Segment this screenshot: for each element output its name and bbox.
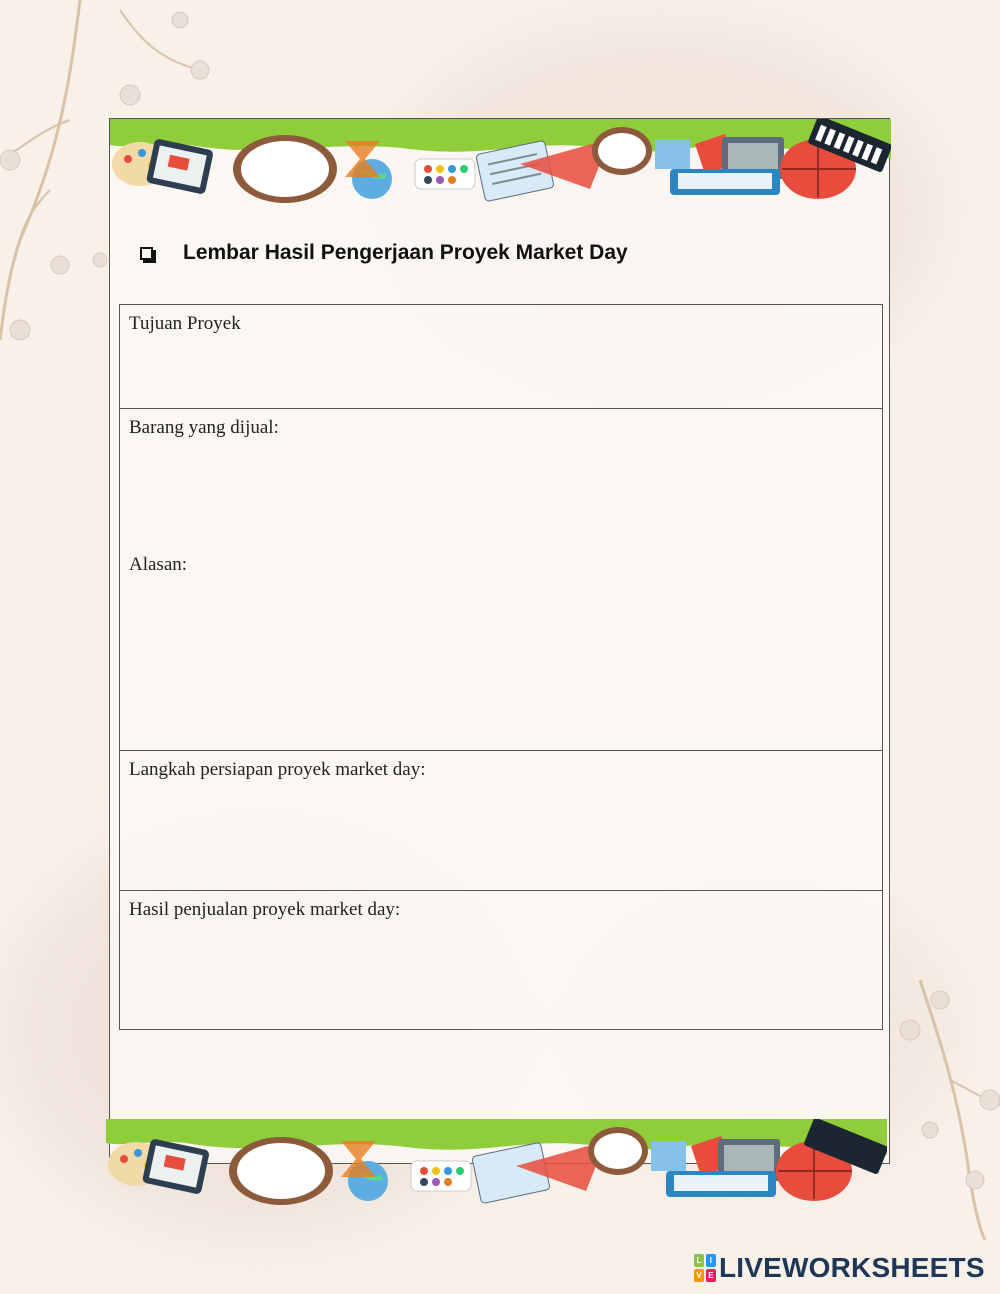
project-goal-field[interactable] (120, 305, 883, 409)
preparation-steps-field[interactable] (120, 751, 883, 891)
table-row (120, 891, 883, 1030)
items-sold-field[interactable] (120, 409, 883, 751)
field-label: Tujuan Proyek (129, 313, 241, 334)
school-supplies-banner (110, 119, 891, 207)
table-row (120, 305, 883, 409)
field-label: Barang yang dijual: (129, 417, 279, 438)
worksheet-page (109, 118, 890, 1164)
page-title (140, 241, 628, 265)
school-supplies-banner (106, 1119, 887, 1207)
checkbox-bullet-icon (140, 247, 153, 260)
logo-text: LIVEWORKSHEETS (719, 1252, 985, 1283)
field-label: Hasil penjualan proyek market day: (129, 899, 401, 920)
table-row (120, 751, 883, 891)
liveworksheets-logo (694, 1252, 985, 1284)
liveworksheets-logo-icon: L I V E (694, 1254, 716, 1282)
sales-result-field[interactable] (120, 891, 883, 1030)
table-row (120, 409, 883, 751)
project-result-table (119, 304, 883, 1030)
page-title-text: Lembar Hasil Pengerjaan Proyek Market Day (183, 241, 628, 264)
floral-branch-decoration (880, 980, 1000, 1240)
reason-label: Alasan: (129, 554, 188, 575)
field-label: Langkah persiapan proyek market day: (129, 759, 426, 780)
